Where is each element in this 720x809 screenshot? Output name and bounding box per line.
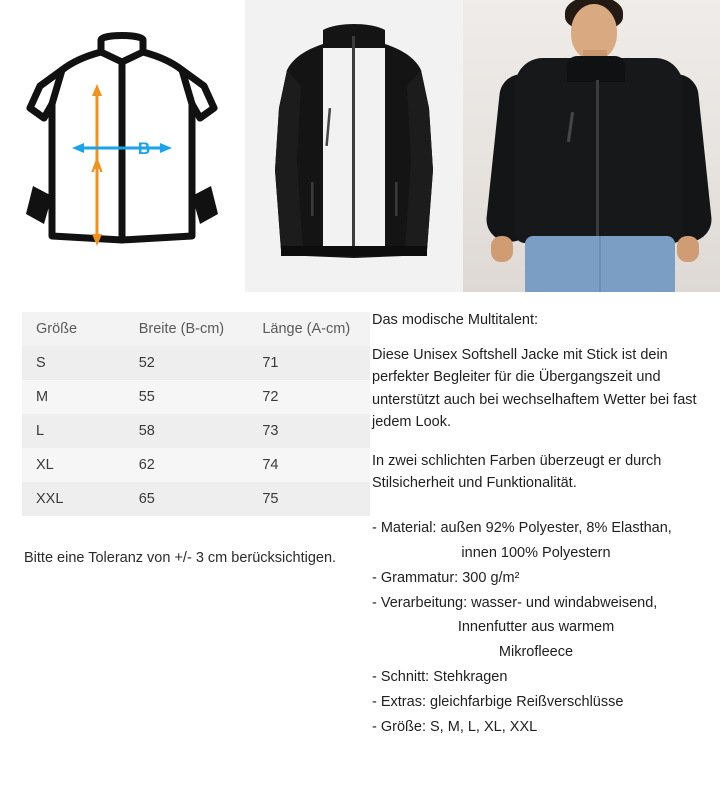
header-length: Länge (A-cm) (248, 312, 370, 346)
size-table-head (22, 312, 370, 346)
details-section (0, 292, 720, 741)
spec-list (372, 517, 700, 739)
spec-extras: - Extras: gleichfarbige Reißverschlüsse (372, 694, 624, 711)
width-label: B (137, 139, 151, 158)
product-image (245, 0, 463, 292)
table-row (22, 346, 370, 380)
cell-width: 58 (125, 414, 249, 448)
spec-material-sub: innen 100% Polyestern (461, 544, 611, 561)
spec-weight: - Grammatur: 300 g/m² (372, 569, 520, 586)
description-paragraph-1: Diese Unisex Softshell Jacke mit Stick ist dein perfekter Begleiter für die Übergangszeit und unterstützt auch bei wechselhaftem Wetter bei fast jedem Look. (372, 347, 697, 431)
spec-material: - Material: außen 92% Polyester, 8% Elasthan, (372, 519, 672, 536)
size-table (22, 312, 370, 516)
cell-size: XXL (22, 482, 125, 516)
cell-width: 55 (125, 380, 249, 414)
image-gallery (0, 0, 720, 292)
cell-size: S (22, 346, 125, 380)
spec-processing-sub2: Mikrofleece (498, 644, 574, 661)
tolerance-note: Bitte eine Toleranz von +/- 3 cm berücksichtigen. (24, 550, 337, 566)
model-jeans-seam (599, 236, 601, 292)
jacket-outline-icon (0, 0, 245, 292)
spec-processing-sub: Innenfutter aus warmem (457, 619, 615, 636)
model-image (463, 0, 720, 292)
size-table-column (0, 312, 372, 566)
model-jacket-body (515, 58, 683, 243)
table-row (22, 448, 370, 482)
cell-size: XL (22, 448, 125, 482)
model-jacket-collar (567, 56, 625, 82)
cell-width: 62 (125, 448, 249, 482)
table-row (22, 482, 370, 516)
model-left-hand (491, 236, 513, 262)
table-row (22, 380, 370, 414)
model-jacket-zipper (596, 80, 599, 240)
black-jacket-icon (245, 0, 463, 292)
description-title: Das modische Multitalent: (372, 312, 539, 328)
description-paragraph-2: In zwei schlichten Farben überzeugt er durch Stilsicherheit und Funktionalität. (372, 452, 662, 492)
measurement-diagram (0, 0, 245, 292)
cell-width: 65 (125, 482, 249, 516)
cell-size: M (22, 380, 125, 414)
cell-width: 52 (125, 346, 249, 380)
cell-length: 74 (248, 448, 370, 482)
table-header-row (22, 312, 370, 346)
cell-length: 71 (248, 346, 370, 380)
spec-cut: - Schnitt: Stehkragen (372, 669, 508, 686)
header-size: Größe (22, 312, 125, 346)
size-table-body (22, 346, 370, 516)
cell-length: 72 (248, 380, 370, 414)
description-column (372, 312, 720, 741)
header-width: Breite (B-cm) (125, 312, 249, 346)
length-label: A (90, 157, 104, 176)
spec-sizes: - Größe: S, M, L, XL, XXL (372, 719, 538, 736)
model-right-hand (677, 236, 699, 262)
cell-size: L (22, 414, 125, 448)
table-row (22, 414, 370, 448)
cell-length: 75 (248, 482, 370, 516)
cell-length: 73 (248, 414, 370, 448)
spec-processing: - Verarbeitung: wasser- und windabweisend, (372, 594, 658, 611)
